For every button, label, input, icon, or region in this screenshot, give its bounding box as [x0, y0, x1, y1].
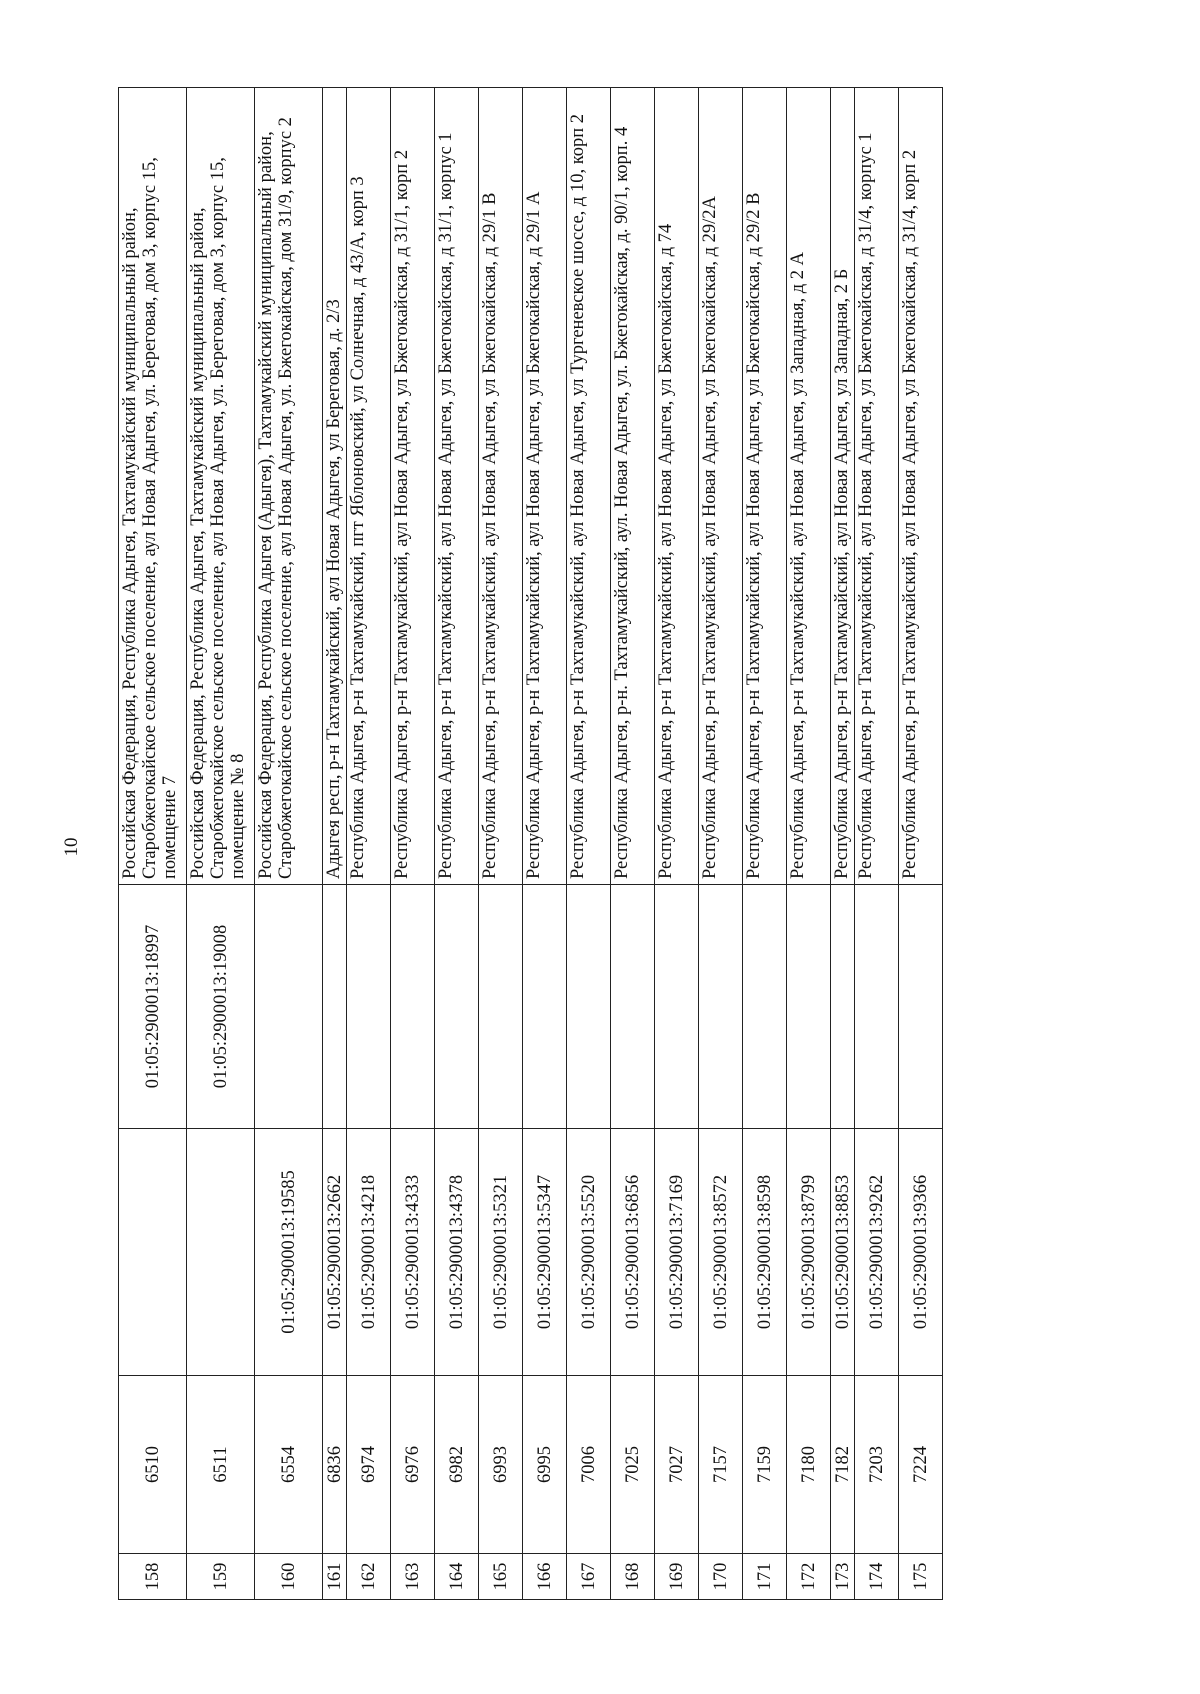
cadastral-number-cell: 01:05:2900013:4378	[435, 1129, 479, 1376]
table-row	[255, 88, 323, 1600]
address-cell: Российская Федерация, Республика Адыгея, Тахтамукайский муниципальный район, Старобжегокайское сельское поселение, аул Новая Адыгея, ул. Береговая, дом 3, корпус 15, помещение № 8	[187, 88, 255, 885]
address-cell: Республика Адыгея, р-н Тахтамукайский, аул Новая Адыгея, ул Бжегокайская, д 74	[655, 88, 699, 885]
row-number-cell: 170	[699, 1554, 743, 1600]
row-number-cell: 174	[855, 1554, 899, 1600]
object-code-cell: 6976	[391, 1376, 435, 1554]
address-cell: Адыгея респ, р-н Тахтамукайский, аул Новая Адыгея, ул Береговая, д. 2/3	[323, 88, 347, 885]
row-number-cell: 162	[347, 1554, 391, 1600]
parent-cadastral-number-cell	[611, 885, 655, 1129]
parent-cadastral-number-cell	[655, 885, 699, 1129]
row-number-cell: 159	[187, 1554, 255, 1600]
object-code-cell: 6995	[523, 1376, 567, 1554]
cadastral-number-cell: 01:05:2900013:4218	[347, 1129, 391, 1376]
address-cell: Республика Адыгея, р-н Тахтамукайский, аул Новая Адыгея, ул Западная, д 2 А	[787, 88, 831, 885]
object-code-cell: 7224	[899, 1376, 943, 1554]
row-number-cell: 165	[479, 1554, 523, 1600]
cadastral-number-cell: 01:05:2900013:19585	[255, 1129, 323, 1376]
table-row	[899, 88, 943, 1600]
table-row	[699, 88, 743, 1600]
cadastral-number-cell: 01:05:2900013:5347	[523, 1129, 567, 1376]
parent-cadastral-number-cell	[255, 885, 323, 1129]
cadastral-number-cell: 01:05:2900013:8799	[787, 1129, 831, 1376]
row-number-cell: 171	[743, 1554, 787, 1600]
cadastral-number-cell: 01:05:2900013:5321	[479, 1129, 523, 1376]
row-number-cell: 173	[831, 1554, 855, 1600]
address-cell: Республика Адыгея, р-н Тахтамукайский, аул Новая Адыгея, ул Бжегокайская, д 29/1 В	[479, 88, 523, 885]
table-row	[479, 88, 523, 1600]
parent-cadastral-number-cell	[523, 885, 567, 1129]
row-number-cell: 160	[255, 1554, 323, 1600]
address-cell: Республика Адыгея, р-н Тахтамукайский, аул Новая Адыгея, ул Бжегокайская, д 31/4, корп 2	[899, 88, 943, 885]
parent-cadastral-number-cell	[699, 885, 743, 1129]
address-cell: Российская Федерация, Республика Адыгея, Тахтамукайский муниципальный район, Старобжегокайское сельское поселение, аул Новая Адыгея, ул. Береговая, дом 3, корпус 15, помещение 7	[119, 88, 187, 885]
table-row	[323, 88, 347, 1600]
row-number-cell: 175	[899, 1554, 943, 1600]
object-code-cell: 6982	[435, 1376, 479, 1554]
object-code-cell: 6836	[323, 1376, 347, 1554]
object-code-cell: 6974	[347, 1376, 391, 1554]
cadastral-number-cell: 01:05:2900013:9262	[855, 1129, 899, 1376]
address-cell: Республика Адыгея, р-н Тахтамукайский, аул Новая Адыгея, ул Бжегокайская, д 29/2А	[699, 88, 743, 885]
cadastral-number-cell: 01:05:2900013:5520	[567, 1129, 611, 1376]
cadastral-number-cell: 01:05:2900013:4333	[391, 1129, 435, 1376]
row-number-cell: 164	[435, 1554, 479, 1600]
table-row	[347, 88, 391, 1600]
address-cell: Российская Федерация, Республика Адыгея (Адыгея), Тахтамукайский муниципальный район, Старобжегокайское сельское поселение, аул Новая Адыгея, ул. Бжегокайская, дом 31/9, корпус 2	[255, 88, 323, 885]
address-cell: Республика Адыгея, р-н Тахтамукайский, аул Новая Адыгея, ул Бжегокайская, д 29/1 А	[523, 88, 567, 885]
row-number-cell: 166	[523, 1554, 567, 1600]
cadastral-number-cell	[187, 1129, 255, 1376]
table-row	[655, 88, 699, 1600]
cadastral-number-cell: 01:05:2900013:6856	[611, 1129, 655, 1376]
address-cell: Республика Адыгея, р-н. Тахтамукайский, аул. Новая Адыгея, ул. Бжегокайская, д. 90/1, корп. 4	[611, 88, 655, 885]
address-cell: Республика Адыгея, р-н Тахтамукайский, аул Новая Адыгея, ул Бжегокайская, д 31/1, корпус 1	[435, 88, 479, 885]
table-row	[855, 88, 899, 1600]
row-number-cell: 158	[119, 1554, 187, 1600]
parent-cadastral-number-cell	[435, 885, 479, 1129]
address-cell: Республика Адыгея, р-н Тахтамукайский, аул Новая Адыгея, ул Бжегокайская, д 31/4, корпус 1	[855, 88, 899, 885]
parent-cadastral-number-cell	[323, 885, 347, 1129]
row-number-cell: 168	[611, 1554, 655, 1600]
parent-cadastral-number-cell	[855, 885, 899, 1129]
table-row	[743, 88, 787, 1600]
address-cell: Республика Адыгея, р-н Тахтамукайский, аул Новая Адыгея, ул Западная, 2 Б	[831, 88, 855, 885]
parent-cadastral-number-cell: 01:05:2900013:19008	[187, 885, 255, 1129]
row-number-cell: 167	[567, 1554, 611, 1600]
cadastral-number-cell: 01:05:2900013:2662	[323, 1129, 347, 1376]
table-row	[391, 88, 435, 1600]
parent-cadastral-number-cell	[831, 885, 855, 1129]
table-row	[787, 88, 831, 1600]
object-code-cell: 7027	[655, 1376, 699, 1554]
row-number-cell: 163	[391, 1554, 435, 1600]
object-code-cell: 7157	[699, 1376, 743, 1554]
object-code-cell: 6511	[187, 1376, 255, 1554]
rotated-sheet	[118, 88, 1105, 1600]
parent-cadastral-number-cell	[347, 885, 391, 1129]
object-code-cell: 6510	[119, 1376, 187, 1554]
object-code-cell: 7006	[567, 1376, 611, 1554]
table-row	[523, 88, 567, 1600]
table-row	[119, 88, 187, 1600]
object-code-cell: 6993	[479, 1376, 523, 1554]
object-code-cell: 7025	[611, 1376, 655, 1554]
row-number-cell: 172	[787, 1554, 831, 1600]
address-cell: Республика Адыгея, р-н Тахтамукайский, аул Новая Адыгея, ул Бжегокайская, д 29/2 В	[743, 88, 787, 885]
row-number-cell: 169	[655, 1554, 699, 1600]
table-row	[831, 88, 855, 1600]
row-number-cell: 161	[323, 1554, 347, 1600]
cadastral-number-cell: 01:05:2900013:7169	[655, 1129, 699, 1376]
address-cell: Республика Адыгея, р-н Тахтамукайский, аул Новая Адыгея, ул Бжегокайская, д 31/1, корп 2	[391, 88, 435, 885]
cadastral-number-cell: 01:05:2900013:9366	[899, 1129, 943, 1376]
object-code-cell: 7180	[787, 1376, 831, 1554]
cadastral-number-cell: 01:05:2900013:8598	[743, 1129, 787, 1376]
page-number: 10	[61, 837, 82, 857]
cadastral-number-cell	[119, 1129, 187, 1376]
parent-cadastral-number-cell: 01:05:2900013:18997	[119, 885, 187, 1129]
table-row	[611, 88, 655, 1600]
object-code-cell: 7203	[855, 1376, 899, 1554]
parent-cadastral-number-cell	[567, 885, 611, 1129]
object-code-cell: 7182	[831, 1376, 855, 1554]
parent-cadastral-number-cell	[787, 885, 831, 1129]
parent-cadastral-number-cell	[479, 885, 523, 1129]
sheet-content	[118, 88, 1105, 1600]
table-row	[567, 88, 611, 1600]
address-cell: Республика Адыгея, р-н Тахтамукайский, пгт Яблоновский, ул Солнечная, д 43/А, корп 3	[347, 88, 391, 885]
parent-cadastral-number-cell	[391, 885, 435, 1129]
object-code-cell: 6554	[255, 1376, 323, 1554]
address-cell: Республика Адыгея, р-н Тахтамукайский, аул Новая Адыгея, ул Тургеневское шоссе, д 10, корп 2	[567, 88, 611, 885]
cadastral-number-cell: 01:05:2900013:8853	[831, 1129, 855, 1376]
cadastral-number-cell: 01:05:2900013:8572	[699, 1129, 743, 1376]
object-code-cell: 7159	[743, 1376, 787, 1554]
table-row	[435, 88, 479, 1600]
property-table	[118, 87, 943, 1600]
table-row	[187, 88, 255, 1600]
parent-cadastral-number-cell	[899, 885, 943, 1129]
parent-cadastral-number-cell	[743, 885, 787, 1129]
